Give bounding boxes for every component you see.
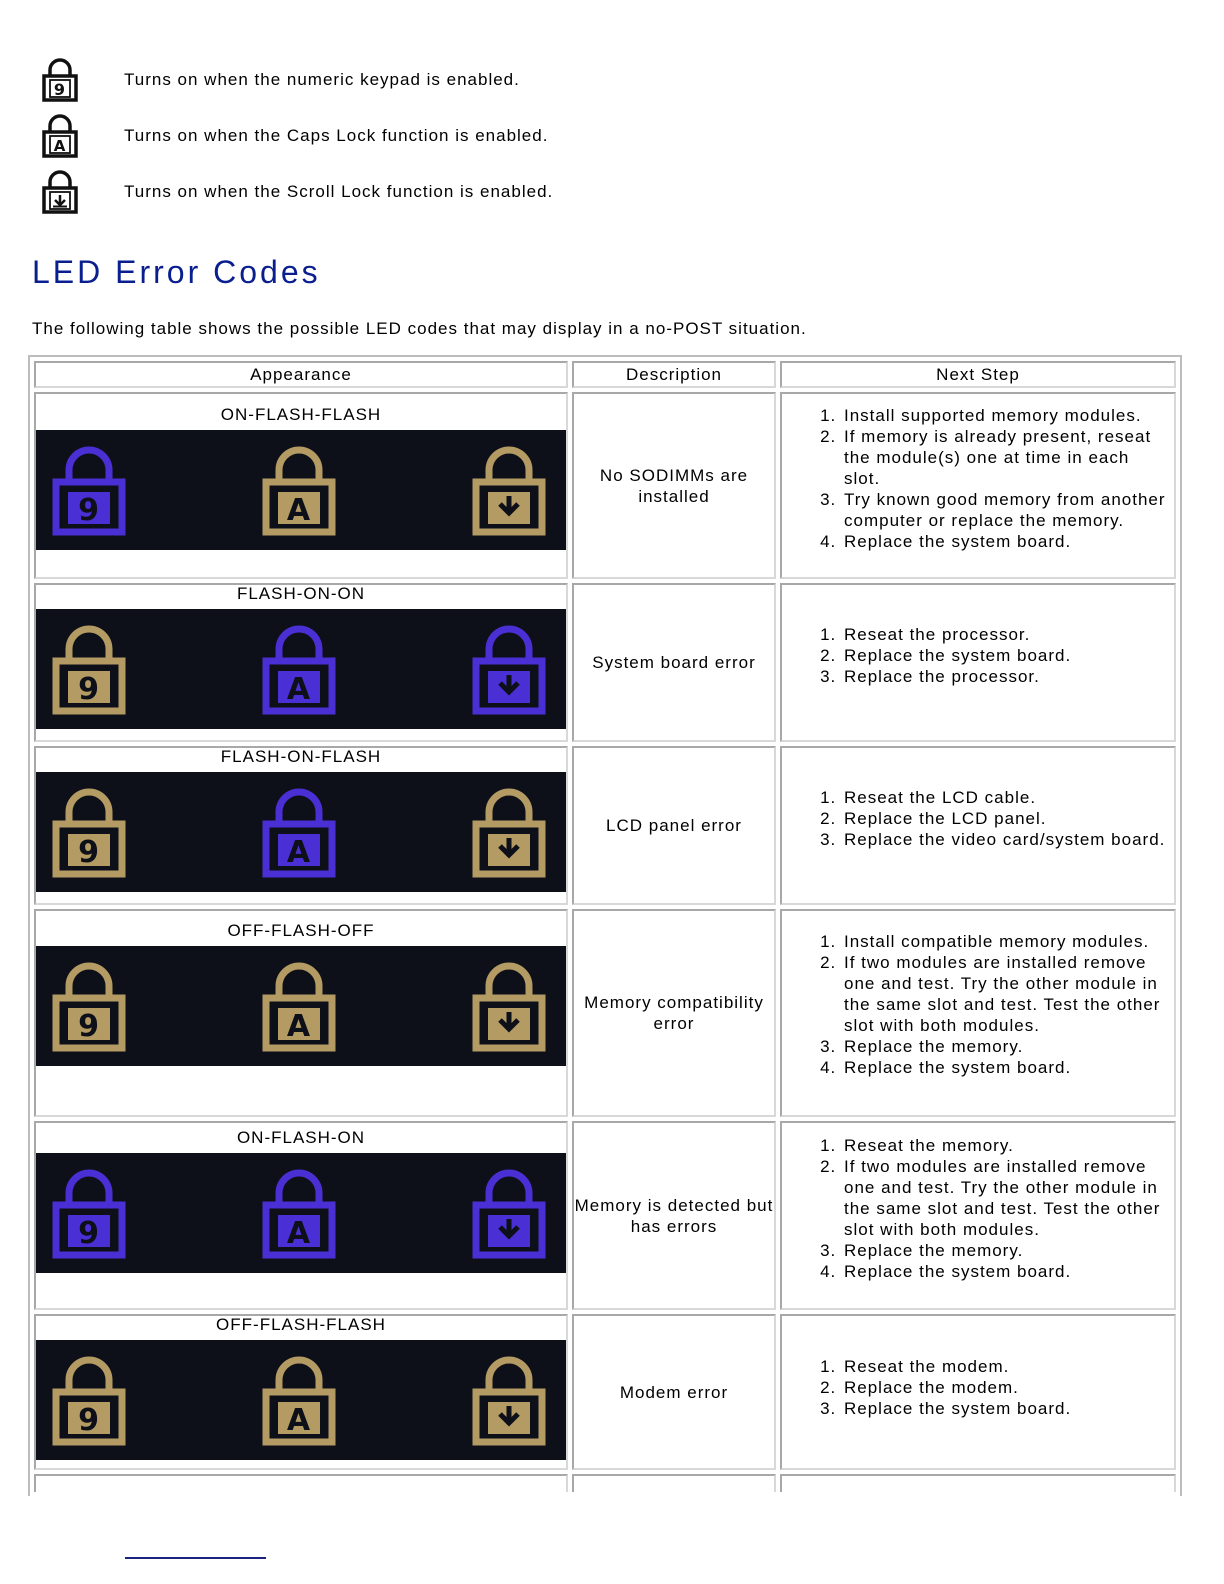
numlock-led-icon xyxy=(50,442,128,538)
appearance-cell xyxy=(34,746,568,905)
table-row xyxy=(34,1314,1176,1470)
svg-text:A: A xyxy=(53,137,67,155)
next-step-cell-continued xyxy=(780,1474,1176,1492)
capslock-led-icon xyxy=(260,1165,338,1261)
svg-text:9: 9 xyxy=(78,834,100,870)
numlock-icon xyxy=(38,56,82,104)
led-panel xyxy=(36,946,566,1066)
next-step-cell xyxy=(780,909,1176,1117)
table-row-continued xyxy=(34,1474,1176,1492)
pattern-label: FLASH-ON-ON xyxy=(236,583,366,603)
indicator-row-numlock xyxy=(38,52,738,108)
scrolllock-led-icon xyxy=(470,442,548,538)
appearance-cell-continued xyxy=(34,1474,568,1492)
description-cell: No SODIMMs are installed xyxy=(572,392,776,579)
pattern-label: ON-FLASH-FLASH xyxy=(220,404,382,424)
svg-text:9: 9 xyxy=(53,80,67,99)
next-step-cell xyxy=(780,583,1176,742)
next-step-cell xyxy=(780,1121,1176,1310)
capslock-led-icon xyxy=(260,621,338,717)
indicator-text: Turns on when the numeric keypad is enabled. xyxy=(124,70,520,89)
next-step-item: 1. Reseat the LCD cable. xyxy=(842,787,1170,808)
pattern-label: OFF-FLASH-OFF xyxy=(227,921,375,940)
next-step-item: 1. Reseat the processor. xyxy=(842,624,1170,645)
numlock-led-icon xyxy=(50,1165,128,1261)
next-step-item: 4. Replace the system board. xyxy=(842,1057,1170,1078)
description-cell-continued xyxy=(572,1474,776,1492)
indicator-row-capslock xyxy=(38,108,738,164)
pattern-label: OFF-FLASH-FLASH xyxy=(216,1315,386,1334)
svg-text:A: A xyxy=(286,1403,312,1438)
next-step-cell xyxy=(780,1314,1176,1470)
table-header-row xyxy=(34,361,1176,388)
svg-text:9: 9 xyxy=(78,492,100,528)
appearance-cell xyxy=(34,583,568,742)
description-cell: Modem error xyxy=(572,1314,776,1470)
next-step-item: 3. Replace the memory. xyxy=(842,1036,1170,1057)
led-panel xyxy=(36,1153,566,1273)
next-step-item: 2. If two modules are installed remove one and test. Try the other module in the same slot and test. Test the other slot with both modules. xyxy=(842,952,1170,1036)
next-step-list xyxy=(782,1356,1170,1419)
scrolllock-led-icon xyxy=(470,1165,548,1261)
next-step-item: 3. Try known good memory from another computer or replace the memory. xyxy=(842,489,1170,531)
svg-text:9: 9 xyxy=(78,1215,100,1251)
numlock-led-icon xyxy=(50,958,128,1054)
svg-text:A: A xyxy=(286,1009,312,1044)
table-row xyxy=(34,909,1176,1117)
numlock-led-icon xyxy=(50,621,128,717)
pattern-label: ON-FLASH-ON xyxy=(236,1127,366,1147)
appearance-cell xyxy=(34,1314,568,1470)
led-panel xyxy=(36,772,566,892)
description-cell: System board error xyxy=(572,583,776,742)
next-step-list xyxy=(782,1135,1170,1282)
appearance-cell xyxy=(34,392,568,579)
appearance-cell xyxy=(34,909,568,1117)
capslock-led-icon xyxy=(260,442,338,538)
next-step-cell xyxy=(780,392,1176,579)
next-step-item: 4. Replace the system board. xyxy=(842,531,1170,552)
next-step-item: 2. Replace the modem. xyxy=(842,1377,1170,1398)
led-panel xyxy=(36,430,566,550)
next-step-item: 2. Replace the LCD panel. xyxy=(842,808,1170,829)
led-error-table xyxy=(28,355,1182,1496)
description-cell: Memory is detected but has errors xyxy=(572,1121,776,1310)
capslock-led-icon xyxy=(260,784,338,880)
next-step-list xyxy=(782,787,1170,850)
indicator-text: Turns on when the Caps Lock function is enabled. xyxy=(124,126,549,145)
table-row xyxy=(34,392,1176,579)
led-panel xyxy=(36,609,566,729)
description-cell: LCD panel error xyxy=(572,746,776,905)
indicator-list xyxy=(38,52,738,220)
next-step-item: 1. Reseat the modem. xyxy=(842,1356,1170,1377)
header-appearance: Appearance xyxy=(34,361,568,388)
page-title: LED Error Codes xyxy=(32,254,321,290)
next-step-item: 1. Install supported memory modules. xyxy=(842,405,1170,426)
table-body xyxy=(34,392,1176,1492)
table-row xyxy=(34,1121,1176,1310)
next-step-item: 1. Install compatible memory modules. xyxy=(842,931,1170,952)
next-step-item: 2. If memory is already present, reseat the module(s) one at time in each slot. xyxy=(842,426,1170,489)
table-row xyxy=(34,583,1176,742)
svg-text:9: 9 xyxy=(78,1403,100,1438)
scrolllock-icon xyxy=(38,168,82,216)
intro-text: The following table shows the possible LED codes that may display in a no-POST situation. xyxy=(32,319,807,338)
capslock-icon xyxy=(38,112,82,160)
next-step-item: 3. Replace the memory. xyxy=(842,1240,1170,1261)
header-description: Description xyxy=(572,361,776,388)
next-step-item: 1. Reseat the memory. xyxy=(842,1135,1170,1156)
next-step-cell xyxy=(780,746,1176,905)
next-step-list xyxy=(782,405,1170,552)
footer-link-underline[interactable] xyxy=(125,1557,266,1559)
led-panel xyxy=(36,1340,566,1460)
svg-text:9: 9 xyxy=(78,1009,100,1044)
svg-text:A: A xyxy=(286,1215,312,1251)
numlock-led-icon xyxy=(50,1352,128,1448)
indicator-text: Turns on when the Scroll Lock function is enabled. xyxy=(124,182,554,201)
appearance-cell xyxy=(34,1121,568,1310)
next-step-item: 4. Replace the system board. xyxy=(842,1261,1170,1282)
numlock-led-icon xyxy=(50,784,128,880)
scrolllock-led-icon xyxy=(470,621,548,717)
header-next-step: Next Step xyxy=(780,361,1176,388)
led-table-container xyxy=(28,355,1182,1497)
table-row xyxy=(34,746,1176,905)
scrolllock-led-icon xyxy=(470,958,548,1054)
indicator-row-scrolllock xyxy=(38,164,738,220)
next-step-item: 2. Replace the system board. xyxy=(842,645,1170,666)
svg-text:A: A xyxy=(286,492,312,528)
next-step-item: 2. If two modules are installed remove one and test. Try the other module in the same slot and test. Test the other slot with both modules. xyxy=(842,1156,1170,1240)
scrolllock-led-icon xyxy=(470,1352,548,1448)
next-step-item: 3. Replace the video card/system board. xyxy=(842,829,1170,850)
description-cell: Memory compatibility error xyxy=(572,909,776,1117)
svg-text:A: A xyxy=(286,834,312,870)
svg-text:A: A xyxy=(286,671,312,707)
svg-text:9: 9 xyxy=(78,671,100,707)
capslock-led-icon xyxy=(260,958,338,1054)
next-step-list xyxy=(782,931,1170,1078)
pattern-label: FLASH-ON-FLASH xyxy=(220,746,382,766)
next-step-list xyxy=(782,624,1170,687)
next-step-item: 3. Replace the processor. xyxy=(842,666,1170,687)
next-step-item: 3. Replace the system board. xyxy=(842,1398,1170,1419)
scrolllock-led-icon xyxy=(470,784,548,880)
capslock-led-icon xyxy=(260,1352,338,1448)
